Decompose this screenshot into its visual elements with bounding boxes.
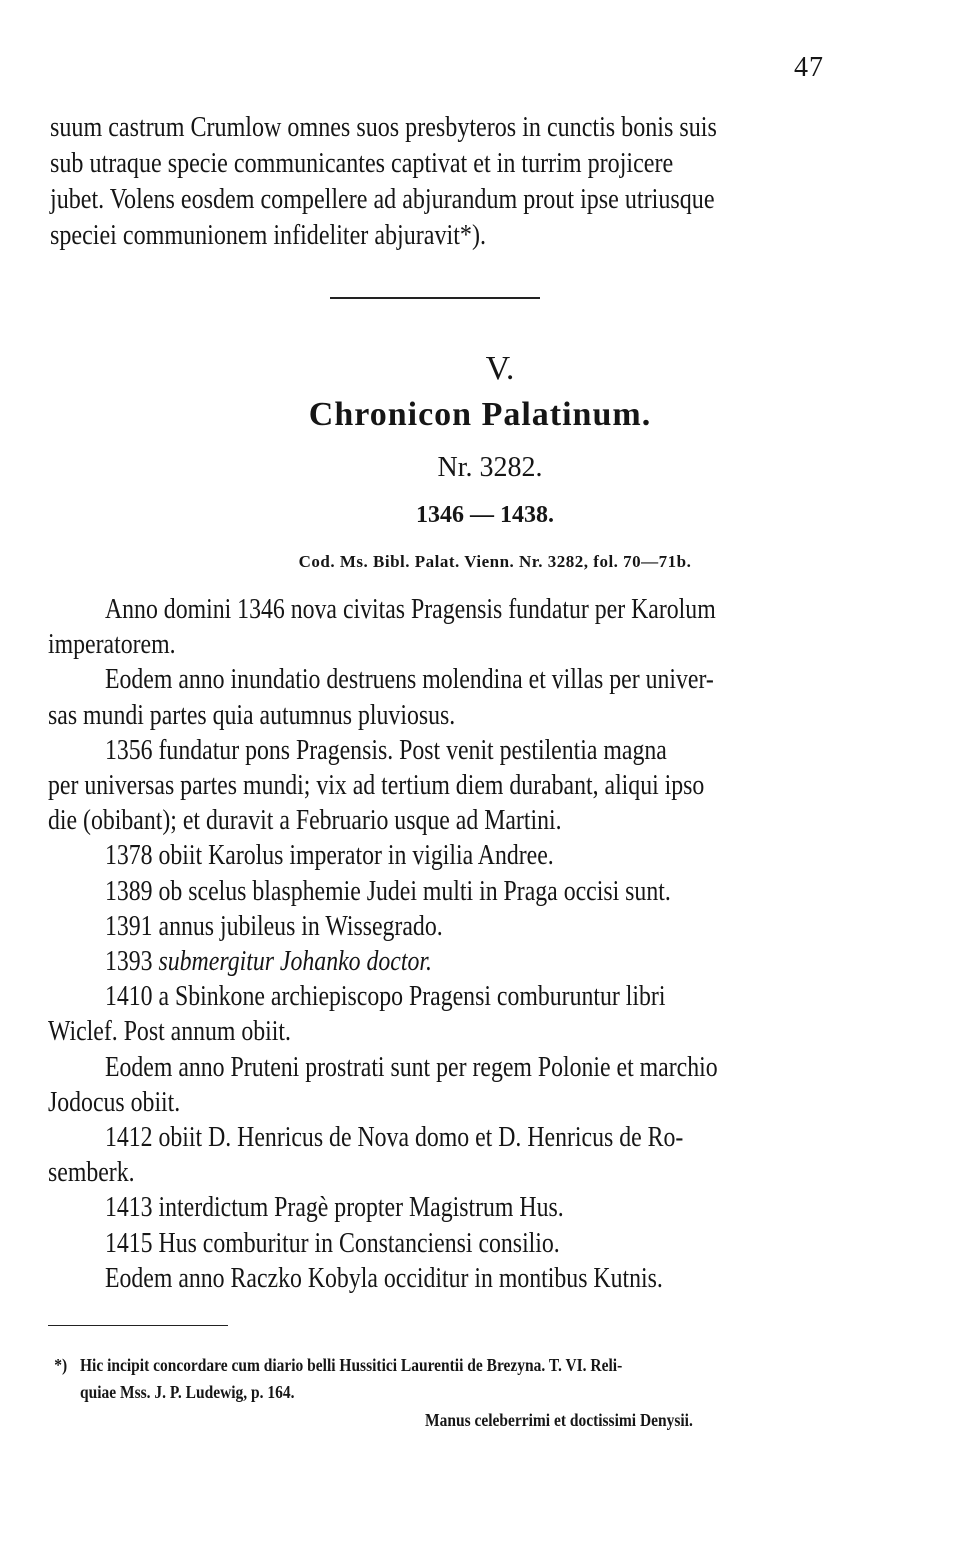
chronicle-line	[48, 874, 830, 909]
chronicle-line	[48, 1261, 830, 1296]
chronicle-line-text: 1378 obiit Karolus imperator in vigilia Andree.	[104, 840, 554, 872]
chronicle-line-italic: submergitur Johanko doctor.	[158, 946, 432, 978]
chronicle-line-text: 1410 a Sbinkone archiepiscopo Pragensi comburuntur libri	[104, 981, 666, 1013]
page-number: 47	[794, 52, 824, 83]
chronicle-line-text: semberk.	[48, 1157, 135, 1189]
chronicle-line	[48, 662, 830, 697]
chronicle-line-text: Eodem anno Raczko Kobyla occiditur in montibus Kutnis.	[104, 1262, 663, 1294]
chronicle-line-text: sas mundi partes quia autumnus pluviosus.	[48, 699, 456, 731]
section-number: V.	[485, 350, 515, 387]
footnote-line: Hic incipit concordare cum diario belli Hussitici Laurentii de Brezyna. T. VI. Reli-	[80, 1355, 623, 1375]
chronicle-line	[48, 733, 830, 768]
chronicle-line	[48, 1120, 830, 1155]
intro-line: suum castrum Crumlow omnes suos presbyteros in cunctis bonis suis	[50, 112, 717, 143]
chronicle-line-text: Eodem anno inundatio destruens molendina et villas per univer-	[104, 664, 714, 696]
chronicle-line-text: 1391 annus jubileus in Wissegrado.	[104, 910, 443, 942]
chronicle-line	[48, 627, 830, 662]
chronicle-line	[48, 1050, 830, 1085]
chronicle-line	[48, 909, 830, 944]
chronicle-line-text: 1415 Hus comburitur in Constanciensi consilio.	[104, 1227, 560, 1259]
chronicle-line	[48, 944, 830, 979]
chronicle-line-text: 1412 obiit D. Henricus de Nova domo et D. Henricus de Ro-	[104, 1122, 684, 1154]
chronicle-line-text: Jodocus obiit.	[48, 1086, 181, 1118]
footnote-line: quiae Mss. J. P. Ludewig, p. 164.	[80, 1382, 295, 1402]
chronicle-line-text: 1413 interdictum Pragè propter Magistrum Hus.	[104, 1192, 564, 1224]
chronicle-line	[48, 979, 830, 1014]
chronicle-line-text: Eodem anno Pruteni prostrati sunt per regem Polonie et marchio	[104, 1051, 718, 1083]
chronicle-line-text: 1356 fundatur pons Pragensis. Post venit pestilentia magna	[104, 734, 667, 766]
chronicle-line-text: Wiclef. Post annum obiit.	[48, 1016, 291, 1048]
chronicle-line	[48, 1190, 830, 1225]
footnote-mark: *)	[54, 1355, 68, 1375]
intro-line: jubet. Volens eosdem compellere ad abjurandum prout ipse utriusque	[50, 184, 715, 215]
chronicle-line	[48, 1226, 830, 1261]
chronicle-line	[48, 838, 830, 873]
intro-line: sub utraque specie communicantes captivat et in turrim projicere	[50, 148, 674, 179]
chronicle-line-text: 1393	[104, 946, 153, 978]
chronicle-line-text: 1389 ob scelus blasphemie Judei multi in Praga occisi sunt.	[104, 875, 671, 907]
chronicle-line	[48, 698, 830, 733]
intro-line: speciei communionem infideliter abjuravit*).	[50, 220, 486, 251]
intro-paragraph	[50, 110, 830, 254]
chronicle-line	[48, 803, 830, 838]
chronicle-line	[48, 1085, 830, 1120]
chronicle-text	[48, 592, 830, 1296]
chronicle-line	[48, 592, 830, 627]
footnote	[54, 1352, 828, 1406]
section-title: Chronicon Palatinum.	[308, 396, 652, 433]
chronicle-line	[48, 768, 830, 803]
chronicle-line-text: Anno domini 1346 nova civitas Pragensis fundatur per Karolum	[104, 594, 716, 625]
footnote-signature: Manus celeberrimi et doctissimi Denysii.	[425, 1410, 693, 1430]
manuscript-number: Nr. 3282.	[437, 452, 543, 483]
section-divider	[330, 297, 540, 299]
footnote-divider	[48, 1325, 228, 1326]
chronicle-line-text: per universas partes mundi; vix ad tertium diem durabant, aliqui ipso	[48, 770, 705, 802]
year-range: 1346 — 1438.	[416, 502, 554, 528]
codex-reference: Cod. Ms. Bibl. Palat. Vienn. Nr. 3282, fol. 70—71b.	[298, 552, 692, 571]
chronicle-line-text: die (obibant); et duravit a Februario usque ad Martini.	[48, 805, 562, 837]
chronicle-line	[48, 1155, 830, 1190]
chronicle-line-text: imperatorem.	[48, 629, 176, 661]
chronicle-line	[48, 1014, 830, 1049]
